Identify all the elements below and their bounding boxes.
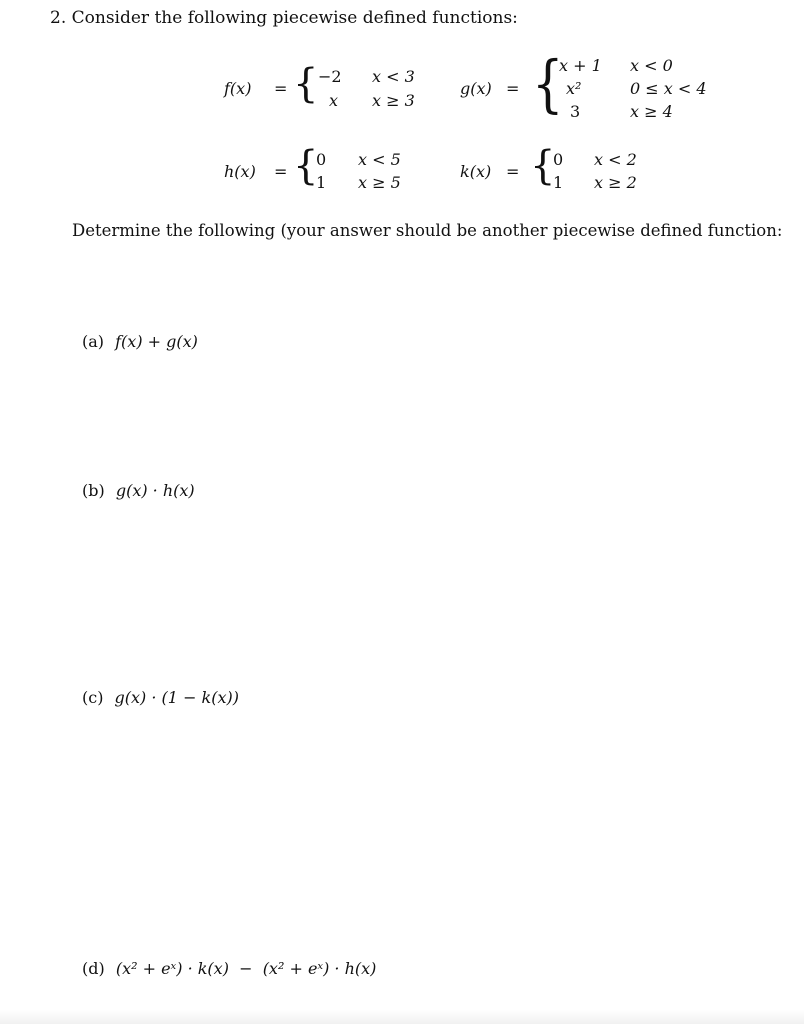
k-case-cond-1: x < 2 — [594, 150, 637, 169]
f-equals: = — [274, 79, 288, 98]
part-d — [82, 959, 376, 978]
h-case-cond-2: x ≥ 5 — [358, 173, 401, 192]
f-case-value-2: x — [329, 91, 339, 110]
part-b-label: (b) — [82, 481, 105, 500]
k-equals: = — [506, 162, 520, 181]
g-case-value-1: x + 1 — [559, 56, 602, 75]
problem-header — [50, 8, 518, 28]
part-c-expression: g(x) · (1 − k(x)) — [114, 688, 239, 707]
g-equals: = — [506, 79, 520, 98]
k-brace: { — [530, 143, 556, 189]
part-b-expression: g(x) · h(x) — [115, 481, 195, 500]
part-d-label: (d) — [82, 959, 105, 978]
h-equals: = — [274, 162, 288, 181]
k-case-value-2: 1 — [553, 173, 564, 192]
k-case-cond-2: x ≥ 2 — [594, 173, 637, 192]
part-a — [82, 332, 198, 351]
h-case-value-1: 0 — [316, 150, 327, 169]
problem-number: 2. — [50, 8, 67, 28]
part-c — [82, 688, 239, 707]
g-case-cond-1: x < 0 — [630, 56, 673, 75]
f-case-cond-1: x < 3 — [372, 67, 415, 86]
g-brace: { — [532, 47, 564, 120]
f-lhs: f(x) — [224, 79, 252, 98]
g-case-value-3: 3 — [570, 102, 581, 121]
k-lhs: k(x) — [460, 162, 492, 181]
g-lhs: g(x) — [460, 79, 492, 98]
h-case-value-2: 1 — [316, 173, 327, 192]
h-lhs: h(x) — [224, 162, 256, 181]
f-brace: { — [293, 61, 319, 107]
problem-intro: Consider the following piecewise defined functions: — [71, 8, 518, 28]
f-case-value-1: −2 — [318, 67, 342, 86]
part-a-expression: f(x) + g(x) — [115, 332, 198, 351]
part-c-label: (c) — [82, 688, 104, 707]
h-brace: { — [293, 143, 319, 189]
page-bottom-edge — [0, 1010, 804, 1024]
g-case-cond-3: x ≥ 4 — [630, 102, 673, 121]
part-a-label: (a) — [82, 332, 105, 351]
k-case-value-1: 0 — [553, 150, 564, 169]
g-case-cond-2: 0 ≤ x < 4 — [630, 79, 707, 98]
h-case-cond-1: x < 5 — [358, 150, 401, 169]
part-b — [82, 481, 195, 500]
part-d-expression: (x² + eˣ) · k(x) − (x² + eˣ) · h(x) — [115, 959, 377, 978]
f-case-cond-2: x ≥ 3 — [372, 91, 415, 110]
g-case-value-2: x² — [566, 79, 582, 98]
instruction-text: Determine the following (your answer should be another piecewise defined function: — [72, 221, 783, 240]
